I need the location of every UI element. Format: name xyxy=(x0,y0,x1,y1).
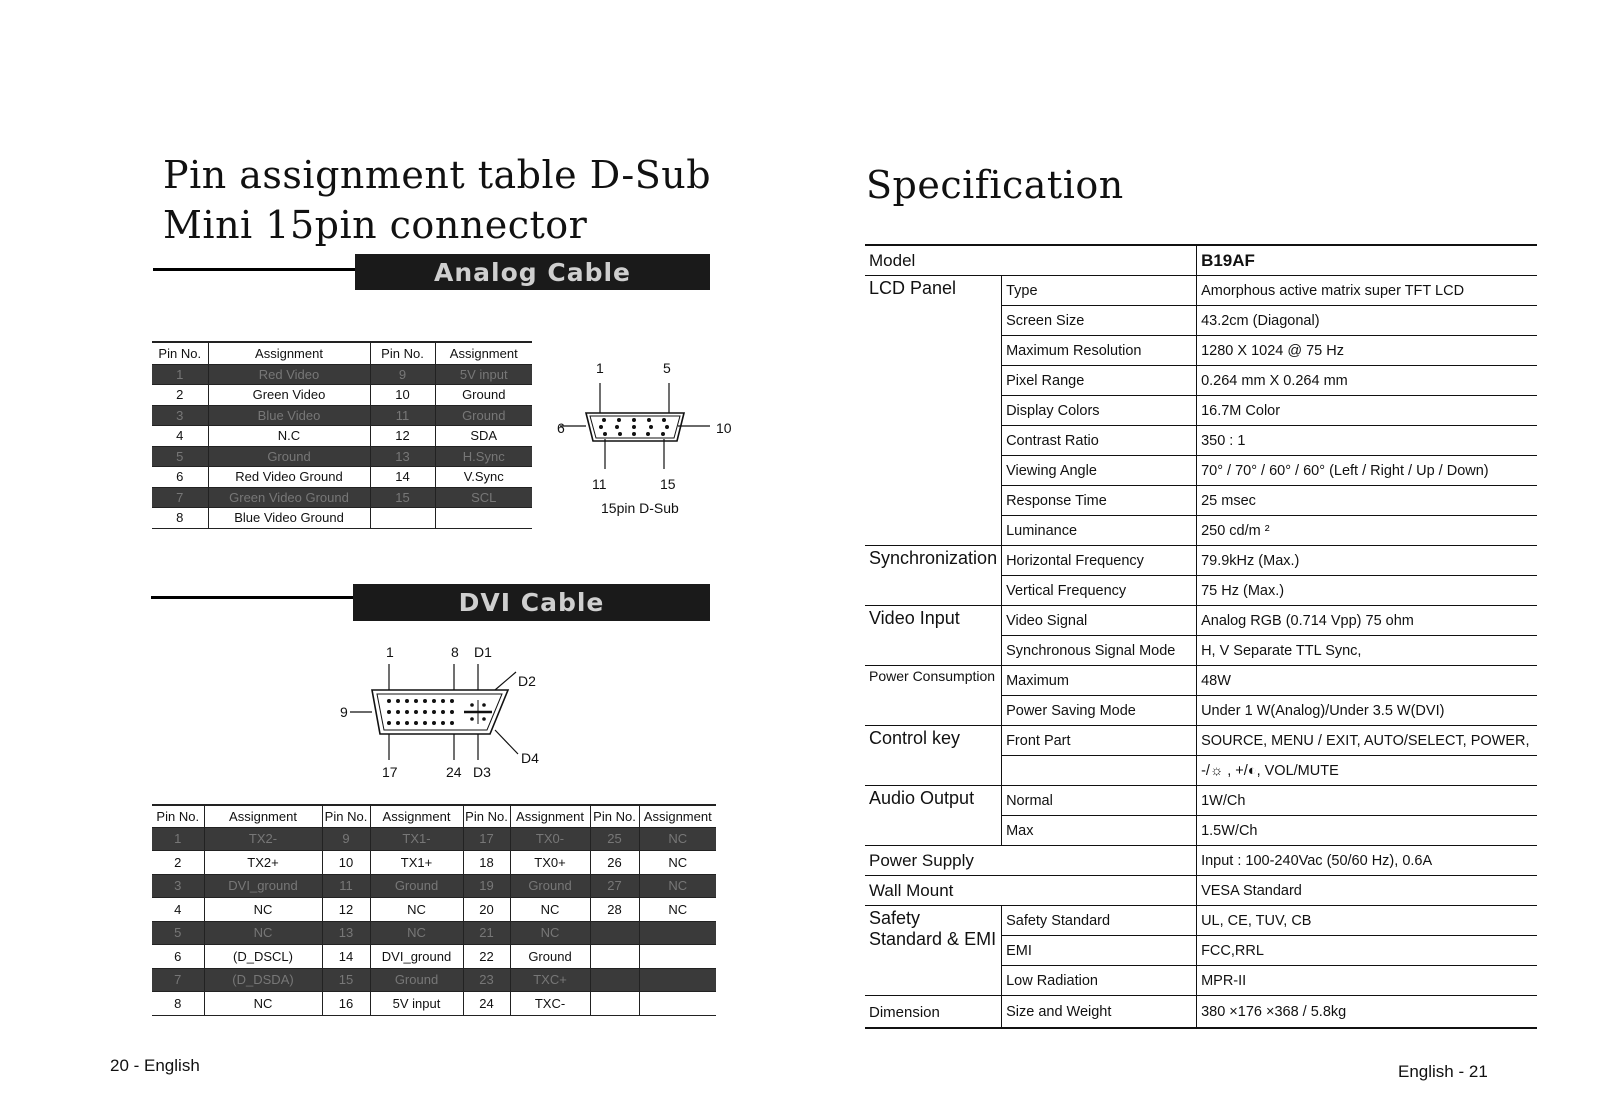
dvi-table-header-cell: Assignment xyxy=(510,805,590,827)
spec-label: Max xyxy=(1002,816,1197,846)
spec-row xyxy=(865,546,1537,576)
dvi-table-cell: NC xyxy=(639,874,716,898)
dvi-table-cell: NC xyxy=(668,901,688,917)
spec-dimension-value: 380 ×176 ×368 / 5.8kg xyxy=(1197,996,1537,1029)
spec-category: Control key xyxy=(865,726,1002,786)
dvi-table-cell: Ground xyxy=(510,945,590,969)
dvi-table-cell: 11 xyxy=(322,874,370,898)
dvi-table-cell: (D_DSDA) xyxy=(204,968,322,992)
dvi-cable-banner-text: DVI Cable xyxy=(458,588,605,617)
dvi-table-cell: 8 xyxy=(152,992,204,1016)
dvi-label-24: 24 xyxy=(446,764,462,780)
dvi-table-cell xyxy=(639,945,716,969)
analog-table-cell: SCL xyxy=(435,487,532,508)
dvi-table-row xyxy=(152,898,716,922)
dvi-table-cell: 18 xyxy=(463,851,510,875)
dvi-table-header-cell: Pin No. xyxy=(152,805,204,827)
analog-pin-table xyxy=(152,341,532,529)
dsub-label-10: 10 xyxy=(716,420,732,436)
dvi-table-cell: DVI_ground xyxy=(370,945,463,969)
dvi-table-cell: 27 xyxy=(590,874,639,898)
dvi-table-cell xyxy=(639,968,716,992)
dvi-table-cell xyxy=(590,945,639,969)
spec-value: -/☼ , +/◐, VOL/MUTE xyxy=(1197,756,1537,786)
analog-table-header xyxy=(152,342,532,364)
dvi-table-cell: TXC- xyxy=(510,992,590,1016)
spec-label: Horizontal Frequency xyxy=(1002,546,1197,576)
dsub-caption: 15pin D-Sub xyxy=(601,500,679,516)
spec-label: Maximum Resolution xyxy=(1002,336,1197,366)
dvi-table-cell: NC xyxy=(370,898,463,922)
spec-label: Normal xyxy=(1002,786,1197,816)
dvi-table-cell: 9 xyxy=(322,827,370,851)
dsub-label-6: 6 xyxy=(557,420,565,436)
dvi-table-cell: 26 xyxy=(590,851,639,875)
banner-rule xyxy=(153,268,358,271)
dvi-table-header-cell: Pin No. xyxy=(322,805,370,827)
dvi-table-cell: 6 xyxy=(152,945,204,969)
spec-value: 75 Hz (Max.) xyxy=(1197,576,1537,606)
dvi-table-cell: TX0- xyxy=(510,827,590,851)
dvi-table-cell: TX1+ xyxy=(370,851,463,875)
spec-label: Vertical Frequency xyxy=(1002,576,1197,606)
spec-value: 25 msec xyxy=(1197,486,1537,516)
dvi-label-1: 1 xyxy=(386,644,394,660)
dvi-table-cell: Ground xyxy=(510,874,590,898)
analog-table-cell: 15 xyxy=(370,487,435,508)
analog-table-cell: 4 xyxy=(152,426,208,447)
analog-table-row xyxy=(152,487,532,508)
analog-table-cell: 3 xyxy=(152,405,208,426)
dsub-label-5: 5 xyxy=(663,360,671,376)
dvi-table-cell: 10 xyxy=(322,851,370,875)
dvi-table-cell xyxy=(590,968,639,992)
spec-row xyxy=(865,786,1537,816)
analog-table-cell: 5V input xyxy=(435,364,532,385)
analog-table-cell: 7 xyxy=(152,487,208,508)
analog-table-cell: 2 xyxy=(152,385,208,406)
dvi-table-cell: Ground xyxy=(370,874,463,898)
spec-dimension-sub: Size and Weight xyxy=(1002,996,1197,1029)
analog-table-cell: 12 xyxy=(370,426,435,447)
analog-table-cell: Blue Video Ground xyxy=(208,508,370,529)
spec-row xyxy=(865,276,1537,306)
dsub-label-11: 11 xyxy=(592,476,607,492)
dvi-table-cell: NC xyxy=(639,827,716,851)
dvi-table-cell: 20 xyxy=(463,898,510,922)
spec-value: MPR-II xyxy=(1197,966,1537,996)
analog-table-row xyxy=(152,446,532,467)
dvi-table-cell: TX0+ xyxy=(510,851,590,875)
analog-table-row xyxy=(152,467,532,488)
spec-value: 350 : 1 xyxy=(1197,426,1537,456)
analog-table-cell: Ground xyxy=(462,387,506,403)
dvi-table-header-cell: Pin No. xyxy=(590,805,639,827)
spec-value: H, V Separate TTL Sync, xyxy=(1197,636,1537,666)
dvi-table-cell: 14 xyxy=(322,945,370,969)
dvi-table-cell: 28 xyxy=(590,898,639,922)
spec-label: Power Saving Mode xyxy=(1002,696,1197,726)
dvi-table-cell: 19 xyxy=(463,874,510,898)
spec-row xyxy=(865,606,1537,636)
spec-value: 48W xyxy=(1197,666,1537,696)
spec-label: Luminance xyxy=(1002,516,1197,546)
spec-dimension-row xyxy=(865,996,1537,1029)
spec-label: Synchronous Signal Mode xyxy=(1002,636,1197,666)
dvi-table-header-cell: Pin No. xyxy=(463,805,510,827)
dvi-table-cell: 21 xyxy=(463,921,510,945)
dvi-table-header xyxy=(152,805,716,827)
dvi-label-d3: D3 xyxy=(473,764,491,780)
dvi-table-row xyxy=(152,921,716,945)
dvi-table-cell xyxy=(639,921,716,945)
analog-table-header-cell: Pin No. xyxy=(152,342,208,364)
spec-label: Response Time xyxy=(1002,486,1197,516)
dvi-table-header-cell: Assignment xyxy=(643,808,712,824)
dvi-label-d2: D2 xyxy=(518,673,536,689)
spec-value: 70° / 70° / 60° / 60° (Left / Right / Up / Down) xyxy=(1197,456,1537,486)
analog-table-cell: N.C xyxy=(208,426,370,447)
spec-category: LCD Panel xyxy=(865,276,1002,546)
spec-model-value: B19AF xyxy=(1197,245,1537,276)
page-title-connector: Mini 15pin connector xyxy=(163,203,588,247)
dvi-table-cell: 16 xyxy=(322,992,370,1016)
spec-category: Synchronization xyxy=(865,546,1002,606)
spec-label: Low Radiation xyxy=(1002,966,1197,996)
dvi-table-cell xyxy=(590,992,639,1016)
spec-value: 16.7M Color xyxy=(1197,396,1537,426)
dvi-cable-banner xyxy=(353,584,710,621)
dvi-table-cell: NC xyxy=(668,854,688,870)
analog-table-header-cell: Assignment xyxy=(449,345,518,361)
dvi-table-cell: 1 xyxy=(152,827,204,851)
analog-table-row xyxy=(152,405,532,426)
dvi-label-9: 9 xyxy=(340,704,348,720)
dvi-table-cell: 5V input xyxy=(370,992,463,1016)
spec-value: UL, CE, TUV, CB xyxy=(1197,906,1537,936)
spec-label: Maximum xyxy=(1002,666,1197,696)
spec-value: SOURCE, MENU / EXIT, AUTO/SELECT, POWER, xyxy=(1197,726,1537,756)
spec-label: Display Colors xyxy=(1002,396,1197,426)
spec-label: EMI xyxy=(1002,936,1197,966)
analog-table-cell: Blue Video xyxy=(208,405,370,426)
specification-table xyxy=(865,244,1537,1029)
spec-value: 43.2cm (Diagonal) xyxy=(1197,306,1537,336)
spec-power-supply xyxy=(865,846,1537,876)
spec-power-supply-label: Power Supply xyxy=(865,846,1197,876)
dvi-table-cell: 12 xyxy=(322,898,370,922)
analog-table-cell: 11 xyxy=(370,405,435,426)
dvi-table-row xyxy=(152,827,716,851)
dvi-table-cell: TX2+ xyxy=(204,851,322,875)
spec-wall-mount-label: Wall Mount xyxy=(865,876,1197,906)
spec-category: Safety Standard & EMI xyxy=(865,906,1002,996)
page-title-pin-assignment: Pin assignment table D-Sub xyxy=(163,153,712,197)
spec-category: Audio Output xyxy=(865,786,1002,846)
spec-power-supply-value: Input : 100-240Vac (50/60 Hz), 0.6A xyxy=(1197,846,1537,876)
analog-table-row xyxy=(152,364,532,385)
spec-value: 1W/Ch xyxy=(1197,786,1537,816)
analog-table-cell: 14 xyxy=(370,467,435,488)
analog-table-cell: H.Sync xyxy=(435,446,532,467)
dvi-table-cell: 23 xyxy=(463,968,510,992)
spec-value: 250 cd/m ² xyxy=(1197,516,1537,546)
dvi-connector-icon xyxy=(350,660,540,765)
dvi-table-row xyxy=(152,945,716,969)
analog-table-cell: V.Sync xyxy=(463,469,504,485)
spec-label xyxy=(1002,756,1197,786)
page-number-left: 20 - English xyxy=(110,1056,200,1075)
analog-table-header-cell: Assignment xyxy=(208,342,370,364)
dvi-pin-table xyxy=(152,804,716,1016)
spec-label: Contrast Ratio xyxy=(1002,426,1197,456)
analog-table-cell: Green Video Ground xyxy=(208,487,370,508)
analog-table-cell: 8 xyxy=(152,508,208,529)
analog-table-cell: 13 xyxy=(370,446,435,467)
analog-table-row xyxy=(152,508,532,529)
analog-table-cell: Green Video xyxy=(208,385,370,406)
spec-label: Front Part xyxy=(1002,726,1197,756)
spec-wall-mount-value: VESA Standard xyxy=(1197,876,1537,906)
spec-row xyxy=(865,726,1537,756)
spec-row xyxy=(865,906,1537,936)
spec-wall-mount xyxy=(865,876,1537,906)
analog-table-cell: Ground xyxy=(435,405,532,426)
page-number-right: English - 21 xyxy=(1398,1062,1488,1081)
dvi-label-d4: D4 xyxy=(521,750,539,766)
analog-table-cell: SDA xyxy=(470,428,498,444)
dvi-table-cell: 13 xyxy=(322,921,370,945)
dvi-table-cell: (D_DSCL) xyxy=(204,945,322,969)
dsub-connector-icon xyxy=(560,375,720,475)
spec-model-row xyxy=(865,245,1537,276)
dvi-table-cell: NC xyxy=(204,898,322,922)
dvi-table-cell: 22 xyxy=(463,945,510,969)
spec-category: Power Consumption xyxy=(865,666,1002,726)
dvi-table-cell: NC xyxy=(370,921,463,945)
analog-table-cell: 1 xyxy=(152,364,208,385)
dvi-label-8: 8 xyxy=(451,644,459,660)
dvi-table-cell: 3 xyxy=(152,874,204,898)
analog-table-cell: 5 xyxy=(152,446,208,467)
dvi-table-cell: TXC+ xyxy=(510,968,590,992)
analog-table-cell: Red Video Ground xyxy=(208,467,370,488)
spec-value: Amorphous active matrix super TFT LCD xyxy=(1197,276,1537,306)
dvi-table-cell: 2 xyxy=(152,851,204,875)
dvi-table-cell: NC xyxy=(204,992,322,1016)
spec-label: Pixel Range xyxy=(1002,366,1197,396)
dvi-table-cell: TX1- xyxy=(370,827,463,851)
analog-cable-banner xyxy=(355,254,710,290)
spec-value: Under 1 W(Analog)/Under 3.5 W(DVI) xyxy=(1197,696,1537,726)
analog-table-header-cell: Pin No. xyxy=(370,342,435,364)
analog-table-row xyxy=(152,385,532,406)
spec-value: FCC,RRL xyxy=(1197,936,1537,966)
dvi-table-cell: TX2- xyxy=(204,827,322,851)
dvi-table-header-cell: Assignment xyxy=(370,805,463,827)
spec-model-label: Model xyxy=(865,245,1197,276)
dvi-table-cell: DVI_ground xyxy=(204,874,322,898)
banner-rule-dvi xyxy=(151,596,356,599)
spec-value: 79.9kHz (Max.) xyxy=(1197,546,1537,576)
dvi-table-header-cell: Assignment xyxy=(204,805,322,827)
analog-table-cell: 10 xyxy=(370,385,435,406)
spec-category: Video Input xyxy=(865,606,1002,666)
dvi-table-cell: 17 xyxy=(463,827,510,851)
analog-table-cell xyxy=(370,508,435,529)
dvi-label-d1: D1 xyxy=(474,644,492,660)
dvi-table-cell: 7 xyxy=(152,968,204,992)
spec-dimension-label: Dimension xyxy=(865,996,1002,1029)
analog-table-cell: Ground xyxy=(208,446,370,467)
dvi-table-cell: 25 xyxy=(590,827,639,851)
page-title-specification: Specification xyxy=(866,163,1124,207)
dvi-table-cell: 24 xyxy=(463,992,510,1016)
spec-value: Analog RGB (0.714 Vpp) 75 ohm xyxy=(1197,606,1537,636)
dsub-label-15: 15 xyxy=(660,476,676,492)
spec-label: Safety Standard xyxy=(1002,906,1197,936)
analog-table-row xyxy=(152,426,532,447)
spec-value: 0.264 mm X 0.264 mm xyxy=(1197,366,1537,396)
spec-label: Type xyxy=(1002,276,1197,306)
spec-value: 1280 X 1024 @ 75 Hz xyxy=(1197,336,1537,366)
analog-cable-banner-text: Analog Cable xyxy=(434,257,631,287)
spec-row xyxy=(865,666,1537,696)
dvi-table-cell: 15 xyxy=(322,968,370,992)
dvi-label-17: 17 xyxy=(382,764,398,780)
dvi-table-row xyxy=(152,968,716,992)
dvi-table-cell xyxy=(639,992,716,1016)
spec-value: 1.5W/Ch xyxy=(1197,816,1537,846)
spec-label: Viewing Angle xyxy=(1002,456,1197,486)
dvi-table-row xyxy=(152,874,716,898)
spec-label: Screen Size xyxy=(1002,306,1197,336)
analog-table-cell: 9 xyxy=(370,364,435,385)
dvi-table-row xyxy=(152,992,716,1016)
analog-table-cell: Red Video xyxy=(208,364,370,385)
dvi-table-cell: 5 xyxy=(152,921,204,945)
analog-table-cell: 6 xyxy=(152,467,208,488)
dsub-label-1: 1 xyxy=(596,360,604,376)
analog-table-cell xyxy=(435,508,532,529)
dvi-table-cell: 4 xyxy=(152,898,204,922)
dvi-table-cell: NC xyxy=(510,898,590,922)
spec-label: Video Signal xyxy=(1002,606,1197,636)
dvi-table-cell xyxy=(590,921,639,945)
dvi-table-cell: NC xyxy=(510,921,590,945)
dvi-table-cell: NC xyxy=(204,921,322,945)
dvi-table-row xyxy=(152,851,716,875)
dvi-table-cell: Ground xyxy=(370,968,463,992)
